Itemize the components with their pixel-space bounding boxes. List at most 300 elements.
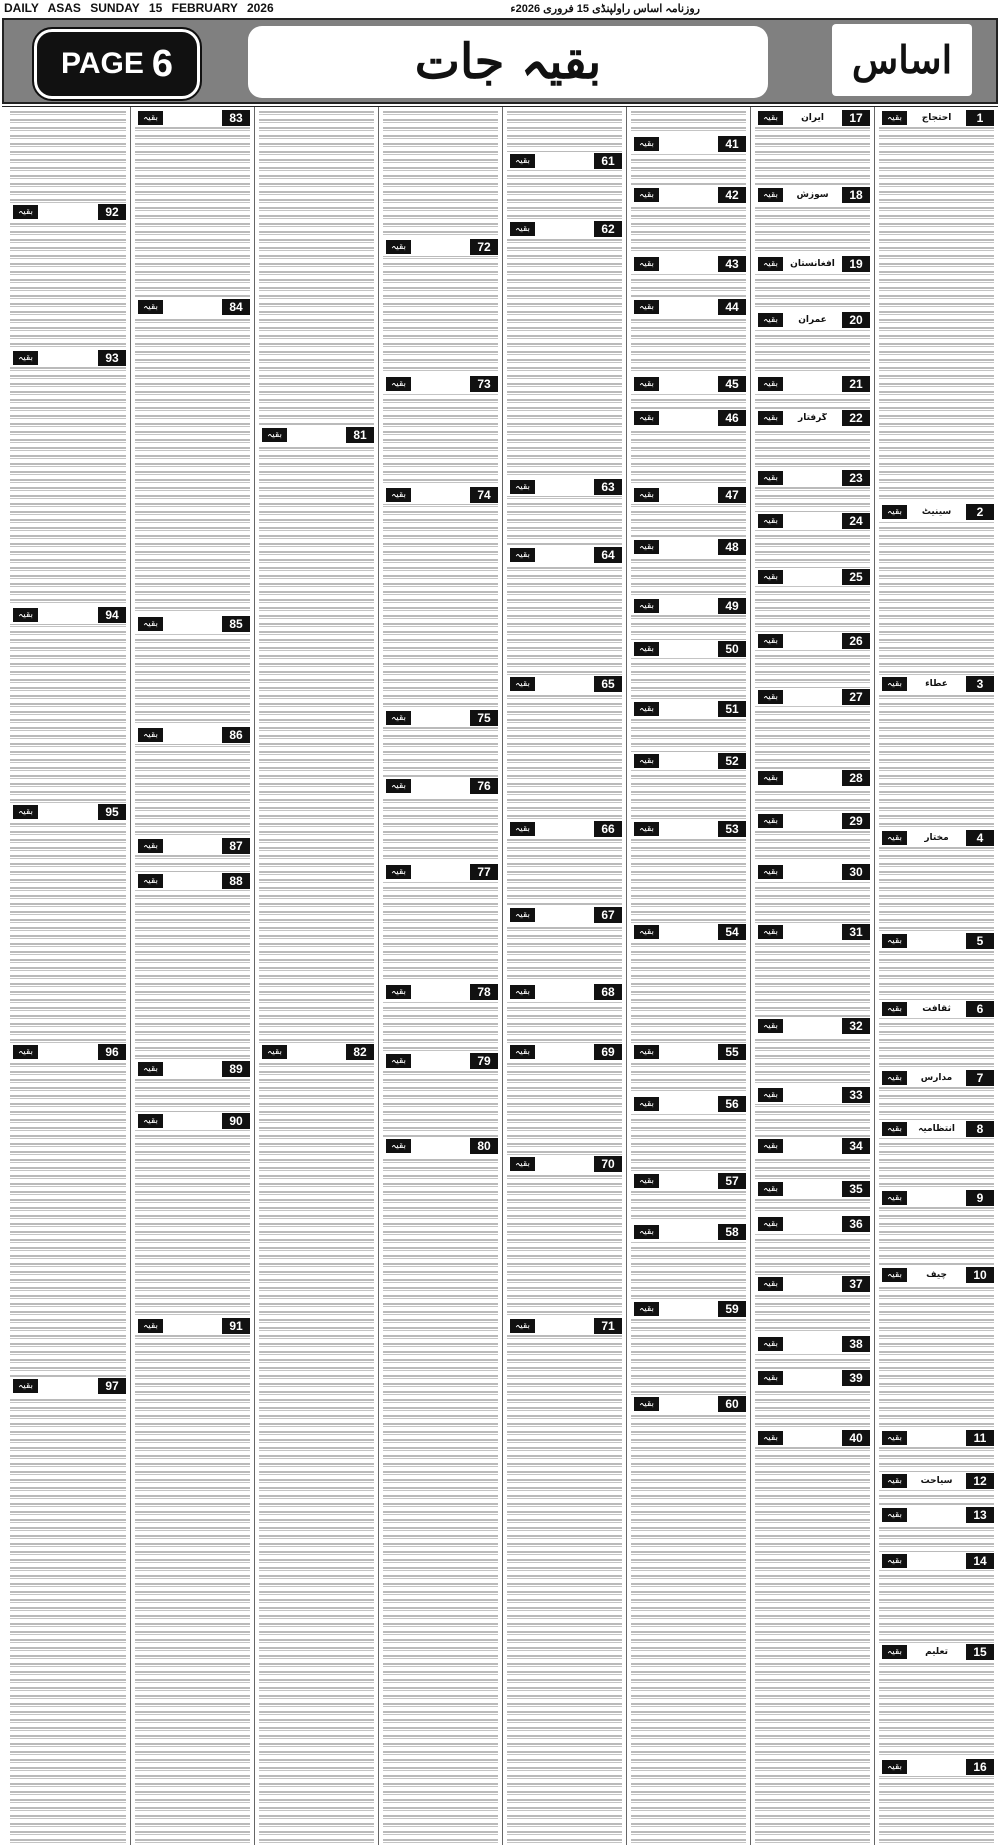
continuation-tag: بقیہ xyxy=(634,754,659,768)
continuation-number: 56 xyxy=(718,1096,746,1112)
continuation-number: 63 xyxy=(594,479,622,495)
continuation-number: 88 xyxy=(222,873,250,889)
continuation-tag: بقیہ xyxy=(758,1182,783,1196)
continuation-number: 50 xyxy=(718,641,746,657)
continuation-number: 26 xyxy=(842,633,870,649)
continuation-tag: بقیہ xyxy=(758,814,783,828)
text-column xyxy=(626,107,750,1845)
continuation-number: 6 xyxy=(966,1001,994,1017)
continuation-marker xyxy=(755,469,870,487)
continuation-marker xyxy=(135,726,250,744)
continuation-marker xyxy=(879,109,994,127)
continuation-number: 8 xyxy=(966,1121,994,1137)
continuation-tag: بقیہ xyxy=(138,300,163,314)
continuation-marker xyxy=(507,983,622,1001)
continuation-marker xyxy=(507,1155,622,1173)
continuation-tag: بقیہ xyxy=(882,1071,907,1085)
continuation-number: 86 xyxy=(222,727,250,743)
continuation-marker xyxy=(755,1369,870,1387)
continuation-marker xyxy=(631,820,746,838)
continuation-number: 93 xyxy=(98,350,126,366)
continuation-marker xyxy=(507,820,622,838)
continuation-marker xyxy=(10,1377,126,1395)
continuation-marker xyxy=(383,238,498,256)
continuation-number: 39 xyxy=(842,1370,870,1386)
continuation-tag: بقیہ xyxy=(634,599,659,613)
continuation-marker xyxy=(507,546,622,564)
continuation-tag: بقیہ xyxy=(510,822,535,836)
continuation-number: 44 xyxy=(718,299,746,315)
continuation-marker xyxy=(383,1137,498,1155)
continuation-tag: بقیہ xyxy=(634,1225,659,1239)
continuation-tag: بقیہ xyxy=(634,300,659,314)
continuation-keyword: چیف xyxy=(926,1270,947,1280)
continuation-number: 61 xyxy=(594,153,622,169)
continuation-number: 57 xyxy=(718,1173,746,1189)
continuation-number: 60 xyxy=(718,1396,746,1412)
continuation-number: 71 xyxy=(594,1318,622,1334)
continuation-number: 54 xyxy=(718,924,746,940)
text-column xyxy=(130,107,254,1845)
continuation-marker xyxy=(879,503,994,521)
continuation-tag: بقیہ xyxy=(386,488,411,502)
continuation-marker xyxy=(631,298,746,316)
continuation-tag: بقیہ xyxy=(882,1760,907,1774)
continuation-marker xyxy=(507,220,622,238)
continuation-marker xyxy=(631,597,746,615)
continuation-marker xyxy=(879,1189,994,1207)
continuation-tag: بقیہ xyxy=(386,1139,411,1153)
masthead xyxy=(2,18,998,104)
continuation-number: 89 xyxy=(222,1061,250,1077)
continuation-number: 43 xyxy=(718,256,746,272)
continuation-tag: بقیہ xyxy=(138,111,163,125)
continuation-keyword: سیاحت xyxy=(920,1476,953,1486)
masthead-date-urdu: روزنامہ اساس راولپنڈی 15 فروری 2026ء xyxy=(510,2,700,15)
continuation-number: 2 xyxy=(966,504,994,520)
continuation-keyword: مدارس xyxy=(920,1073,953,1083)
column-body-text xyxy=(259,109,374,1843)
continuation-marker xyxy=(507,152,622,170)
continuation-marker xyxy=(755,863,870,881)
continuation-marker xyxy=(631,752,746,770)
continuation-marker xyxy=(383,777,498,795)
continuation-number: 21 xyxy=(842,376,870,392)
continuation-keyword: سینیٹ xyxy=(921,507,952,517)
text-column xyxy=(378,107,502,1845)
continuation-number: 47 xyxy=(718,487,746,503)
continuation-tag: بقیہ xyxy=(138,1062,163,1076)
continuation-marker xyxy=(755,1180,870,1198)
continuation-marker xyxy=(259,426,374,444)
continuation-number: 80 xyxy=(470,1138,498,1154)
continuation-tag: بقیہ xyxy=(510,548,535,562)
continuation-tag: بقیہ xyxy=(634,642,659,656)
continuation-marker xyxy=(631,409,746,427)
continuation-marker xyxy=(879,1429,994,1447)
continuation-keyword: گرفتار xyxy=(798,413,827,423)
continuation-marker xyxy=(383,709,498,727)
continuation-tag: بقیہ xyxy=(882,1002,907,1016)
continuation-keyword: سوزش xyxy=(796,190,829,200)
continuation-number: 33 xyxy=(842,1087,870,1103)
continuation-number: 69 xyxy=(594,1044,622,1060)
continuation-tag: بقیہ xyxy=(882,677,907,691)
continuation-number: 81 xyxy=(346,427,374,443)
continuation-number: 11 xyxy=(966,1430,994,1446)
column-body-text xyxy=(507,109,622,1843)
continuation-marker xyxy=(507,906,622,924)
continuation-tag: بقیہ xyxy=(386,377,411,391)
text-column xyxy=(6,107,130,1845)
continuation-number: 95 xyxy=(98,804,126,820)
continuation-tag: بقیہ xyxy=(634,925,659,939)
continuation-marker xyxy=(383,375,498,393)
continuation-marker xyxy=(631,1300,746,1318)
continuation-keyword: احتجاج xyxy=(921,113,952,123)
continuation-number: 29 xyxy=(842,813,870,829)
continuation-marker xyxy=(879,675,994,693)
continuation-number: 72 xyxy=(470,239,498,255)
continuation-marker xyxy=(879,1120,994,1138)
column-body-text xyxy=(631,109,746,1843)
continuation-marker xyxy=(507,478,622,496)
continuation-tag: بقیہ xyxy=(758,111,783,125)
continuation-tag: بقیہ xyxy=(13,1045,38,1059)
continuation-number: 9 xyxy=(966,1190,994,1206)
continuation-number: 62 xyxy=(594,221,622,237)
continuation-marker xyxy=(879,829,994,847)
continuation-number: 12 xyxy=(966,1473,994,1489)
continuation-marker xyxy=(10,803,126,821)
page-label: PAGE xyxy=(61,47,144,80)
continuation-tag: بقیہ xyxy=(758,1431,783,1445)
continuation-tag: بقیہ xyxy=(634,1174,659,1188)
continuation-keyword: ثقافت xyxy=(922,1004,951,1014)
continuation-number: 16 xyxy=(966,1759,994,1775)
continuation-tag: بقیہ xyxy=(634,411,659,425)
continuation-number: 97 xyxy=(98,1378,126,1394)
continuation-marker xyxy=(631,1395,746,1413)
continuation-tag: بقیہ xyxy=(634,137,659,151)
continuation-marker xyxy=(879,932,994,950)
continuation-number: 18 xyxy=(842,187,870,203)
continuation-tag: بقیہ xyxy=(510,677,535,691)
continuation-marker xyxy=(879,1000,994,1018)
continuation-tag: بقیہ xyxy=(510,985,535,999)
continuation-marker xyxy=(879,1643,994,1661)
continuation-marker xyxy=(755,1086,870,1104)
continuation-number: 79 xyxy=(470,1053,498,1069)
continuation-tag: بقیہ xyxy=(882,831,907,845)
continuation-keyword: ایران xyxy=(801,113,824,123)
continuation-number: 73 xyxy=(470,376,498,392)
section-title: بقیہ جات xyxy=(414,34,602,90)
continuation-marker xyxy=(755,512,870,530)
continuation-tag: بقیہ xyxy=(510,908,535,922)
continuation-marker xyxy=(135,615,250,633)
continuation-number: 83 xyxy=(222,110,250,126)
continuation-tag: بقیہ xyxy=(634,822,659,836)
continuation-tag: بقیہ xyxy=(758,377,783,391)
continuation-number: 45 xyxy=(718,376,746,392)
continuation-marker xyxy=(755,186,870,204)
continuation-marker xyxy=(879,1472,994,1490)
continuation-tag: بقیہ xyxy=(510,154,535,168)
continuation-marker xyxy=(755,1137,870,1155)
continuation-keyword: تعلیم xyxy=(925,1647,948,1657)
continuation-marker xyxy=(879,1506,994,1524)
continuation-number: 17 xyxy=(842,110,870,126)
continuation-marker xyxy=(755,255,870,273)
continuation-number: 48 xyxy=(718,539,746,555)
continuation-number: 87 xyxy=(222,838,250,854)
continuation-tag: بقیہ xyxy=(882,1645,907,1659)
continuation-number: 53 xyxy=(718,821,746,837)
continuation-marker xyxy=(631,186,746,204)
continuation-tag: بقیہ xyxy=(882,934,907,948)
continuation-keyword: افغانستان xyxy=(790,259,835,269)
column-body-text xyxy=(879,109,994,1843)
continuation-marker xyxy=(631,700,746,718)
continuation-tag: بقیہ xyxy=(882,1268,907,1282)
continuation-tag: بقیہ xyxy=(758,865,783,879)
continuation-marker xyxy=(879,1069,994,1087)
continuation-number: 49 xyxy=(718,598,746,614)
continuation-tag: بقیہ xyxy=(262,1045,287,1059)
continuation-number: 32 xyxy=(842,1018,870,1034)
page-number: 6 xyxy=(151,42,173,85)
continuation-number: 30 xyxy=(842,864,870,880)
continuation-number: 23 xyxy=(842,470,870,486)
continuation-number: 65 xyxy=(594,676,622,692)
continuation-tag: بقیہ xyxy=(758,1019,783,1033)
continuation-tag: بقیہ xyxy=(882,1431,907,1445)
continuation-number: 40 xyxy=(842,1430,870,1446)
continuation-tag: بقیہ xyxy=(634,702,659,716)
continuation-tag: بقیہ xyxy=(13,608,38,622)
continuation-tag: بقیہ xyxy=(138,617,163,631)
continuation-number: 41 xyxy=(718,136,746,152)
continuation-number: 68 xyxy=(594,984,622,1000)
continuation-marker xyxy=(10,1043,126,1061)
continuation-marker xyxy=(135,872,250,890)
continuation-tag: بقیہ xyxy=(634,488,659,502)
continuation-marker xyxy=(631,486,746,504)
continuation-marker xyxy=(631,1043,746,1061)
continuation-keyword: مختار xyxy=(924,833,949,843)
continuation-marker xyxy=(135,1060,250,1078)
continuation-marker xyxy=(879,1758,994,1776)
continuation-tag: بقیہ xyxy=(758,1139,783,1153)
continuation-tag: بقیہ xyxy=(758,771,783,785)
continuation-tag: بقیہ xyxy=(758,188,783,202)
continuation-tag: بقیہ xyxy=(138,1319,163,1333)
continuation-number: 92 xyxy=(98,204,126,220)
continuation-number: 66 xyxy=(594,821,622,837)
continuation-number: 25 xyxy=(842,569,870,585)
continuation-marker xyxy=(755,375,870,393)
continuation-tag: بقیہ xyxy=(13,805,38,819)
continuation-marker xyxy=(879,1266,994,1284)
continuation-number: 58 xyxy=(718,1224,746,1240)
continuation-tag: بقیہ xyxy=(634,188,659,202)
continuation-number: 36 xyxy=(842,1216,870,1232)
continuation-number: 22 xyxy=(842,410,870,426)
continuation-tag: بقیہ xyxy=(758,411,783,425)
text-column xyxy=(750,107,874,1845)
columns-area xyxy=(2,106,998,1845)
continuation-tag: بقیہ xyxy=(510,1157,535,1171)
continuation-marker xyxy=(755,688,870,706)
continuation-number: 46 xyxy=(718,410,746,426)
continuation-tag: بقیہ xyxy=(758,514,783,528)
continuation-marker xyxy=(135,109,250,127)
continuation-number: 91 xyxy=(222,1318,250,1334)
section-title-box xyxy=(248,26,768,98)
continuation-tag: بقیہ xyxy=(758,1088,783,1102)
continuation-marker xyxy=(10,349,126,367)
continuation-tag: بقیہ xyxy=(138,839,163,853)
continuation-marker xyxy=(383,486,498,504)
continuation-marker xyxy=(10,606,126,624)
continuation-marker xyxy=(135,1317,250,1335)
continuation-tag: بقیہ xyxy=(386,240,411,254)
continuation-tag: بقیہ xyxy=(510,222,535,236)
continuation-marker xyxy=(631,375,746,393)
continuation-marker xyxy=(383,1052,498,1070)
continuation-keyword: عطاء xyxy=(925,679,948,689)
continuation-marker xyxy=(507,1317,622,1335)
continuation-tag: بقیہ xyxy=(13,351,38,365)
continuation-marker xyxy=(755,109,870,127)
continuation-number: 31 xyxy=(842,924,870,940)
continuation-tag: بقیہ xyxy=(634,377,659,391)
continuation-tag: بقیہ xyxy=(386,711,411,725)
continuation-tag: بقیہ xyxy=(758,925,783,939)
continuation-tag: بقیہ xyxy=(882,1474,907,1488)
continuation-tag: بقیہ xyxy=(386,1054,411,1068)
continuation-tag: بقیہ xyxy=(634,1397,659,1411)
continuation-tag: بقیہ xyxy=(882,1122,907,1136)
continuation-marker xyxy=(755,568,870,586)
logo-text: اساس xyxy=(851,37,953,82)
continuation-tag: بقیہ xyxy=(510,1319,535,1333)
column-body-text xyxy=(383,109,498,1843)
continuation-tag: بقیہ xyxy=(758,257,783,271)
continuation-marker xyxy=(755,632,870,650)
continuation-marker xyxy=(259,1043,374,1061)
continuation-marker xyxy=(135,298,250,316)
continuation-number: 78 xyxy=(470,984,498,1000)
continuation-number: 82 xyxy=(346,1044,374,1060)
continuation-number: 1 xyxy=(966,110,994,126)
continuation-marker xyxy=(755,409,870,427)
continuation-number: 42 xyxy=(718,187,746,203)
continuation-tag: بقیہ xyxy=(758,1337,783,1351)
continuation-marker xyxy=(755,1275,870,1293)
continuation-number: 55 xyxy=(718,1044,746,1060)
continuation-marker xyxy=(10,203,126,221)
continuation-tag: بقیہ xyxy=(882,1554,907,1568)
continuation-tag: بقیہ xyxy=(634,1302,659,1316)
continuation-marker xyxy=(631,538,746,556)
continuation-number: 37 xyxy=(842,1276,870,1292)
newspaper-logo xyxy=(832,24,972,96)
continuation-number: 75 xyxy=(470,710,498,726)
continuation-tag: بقیہ xyxy=(13,205,38,219)
continuation-tag: بقیہ xyxy=(758,690,783,704)
continuation-marker xyxy=(755,1215,870,1233)
continuation-tag: بقیہ xyxy=(882,111,907,125)
continuation-tag: بقیہ xyxy=(758,1217,783,1231)
continuation-tag: بقیہ xyxy=(386,985,411,999)
column-body-text xyxy=(135,109,250,1843)
continuation-number: 74 xyxy=(470,487,498,503)
continuation-number: 20 xyxy=(842,312,870,328)
continuation-number: 70 xyxy=(594,1156,622,1172)
continuation-tag: بقیہ xyxy=(634,257,659,271)
text-column xyxy=(502,107,626,1845)
continuation-number: 19 xyxy=(842,256,870,272)
continuation-marker xyxy=(755,1335,870,1353)
continuation-marker xyxy=(383,983,498,1001)
continuation-tag: بقیہ xyxy=(634,540,659,554)
continuation-keyword: انتظامیہ xyxy=(918,1124,955,1134)
continuation-marker xyxy=(631,255,746,273)
continuation-tag: بقیہ xyxy=(758,1371,783,1385)
continuation-number: 51 xyxy=(718,701,746,717)
continuation-marker xyxy=(755,311,870,329)
continuation-tag: بقیہ xyxy=(758,1277,783,1291)
continuation-marker xyxy=(631,1223,746,1241)
continuation-number: 90 xyxy=(222,1113,250,1129)
column-body-text xyxy=(755,109,870,1843)
continuation-number: 35 xyxy=(842,1181,870,1197)
continuation-marker xyxy=(631,1095,746,1113)
continuation-marker xyxy=(879,1552,994,1570)
continuation-marker xyxy=(631,1172,746,1190)
continuation-tag: بقیہ xyxy=(758,634,783,648)
continuation-marker xyxy=(631,923,746,941)
top-strip xyxy=(0,0,1000,16)
continuation-marker xyxy=(755,1017,870,1035)
continuation-marker xyxy=(755,769,870,787)
continuation-marker xyxy=(755,812,870,830)
continuation-marker xyxy=(507,675,622,693)
page-badge xyxy=(34,29,200,99)
continuation-marker xyxy=(135,837,250,855)
continuation-number: 27 xyxy=(842,689,870,705)
continuation-number: 38 xyxy=(842,1336,870,1352)
continuation-tag: بقیہ xyxy=(138,874,163,888)
continuation-tag: بقیہ xyxy=(138,728,163,742)
continuation-tag: بقیہ xyxy=(510,480,535,494)
continuation-number: 84 xyxy=(222,299,250,315)
continuation-tag: بقیہ xyxy=(13,1379,38,1393)
continuation-tag: بقیہ xyxy=(882,505,907,519)
continuation-tag: بقیہ xyxy=(510,1045,535,1059)
continuation-number: 3 xyxy=(966,676,994,692)
text-column xyxy=(254,107,378,1845)
continuation-marker xyxy=(507,1043,622,1061)
column-body-text xyxy=(10,109,126,1843)
continuation-tag: بقیہ xyxy=(882,1508,907,1522)
continuation-marker xyxy=(383,863,498,881)
continuation-number: 59 xyxy=(718,1301,746,1317)
continuation-marker xyxy=(631,135,746,153)
continuation-number: 14 xyxy=(966,1553,994,1569)
